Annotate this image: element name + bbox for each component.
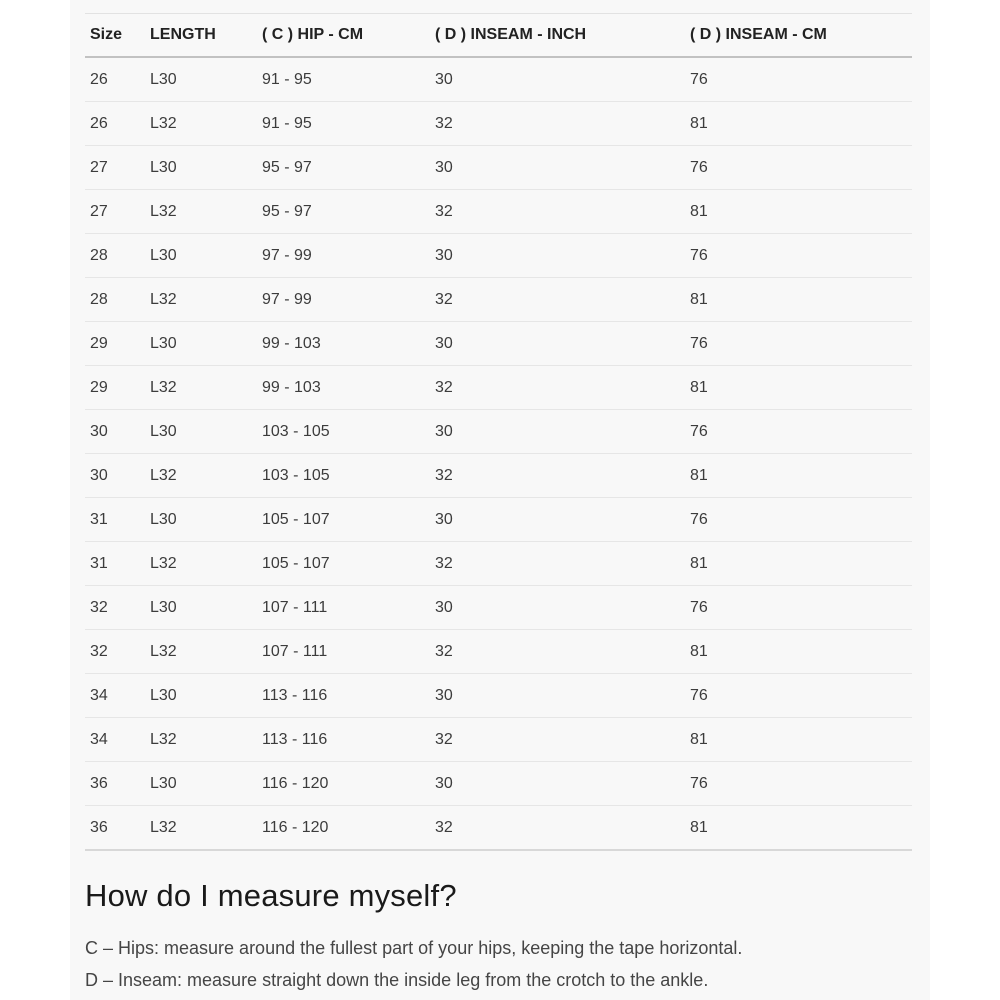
table-cell: 32 [430, 278, 685, 322]
table-cell: 107 - 111 [257, 586, 430, 630]
table-cell: 27 [85, 190, 145, 234]
table-cell: L30 [145, 586, 257, 630]
table-cell: L30 [145, 410, 257, 454]
table-cell: 99 - 103 [257, 322, 430, 366]
table-cell: 81 [685, 454, 912, 498]
table-cell: 30 [85, 454, 145, 498]
table-cell: L30 [145, 498, 257, 542]
table-cell: 76 [685, 674, 912, 718]
table-cell: 76 [685, 762, 912, 806]
table-cell: 28 [85, 278, 145, 322]
table-row [85, 146, 912, 190]
table-cell: L30 [145, 674, 257, 718]
table-row [85, 278, 912, 322]
table-cell: 113 - 116 [257, 718, 430, 762]
table-cell: 81 [685, 190, 912, 234]
table-cell: 81 [685, 806, 912, 851]
table-cell: 116 - 120 [257, 762, 430, 806]
table-row [85, 234, 912, 278]
table-cell: 29 [85, 366, 145, 410]
table-cell: 81 [685, 102, 912, 146]
table-cell: 32 [430, 806, 685, 851]
table-cell: 81 [685, 366, 912, 410]
table-header-row [85, 14, 912, 58]
table-cell: 76 [685, 234, 912, 278]
table-cell: 105 - 107 [257, 542, 430, 586]
table-cell: 32 [430, 542, 685, 586]
table-cell: L30 [145, 234, 257, 278]
table-row [85, 190, 912, 234]
table-row [85, 542, 912, 586]
table-cell: L32 [145, 102, 257, 146]
measure-instruction-inseam: D – Inseam: measure straight down the inside leg from the crotch to the ankle. [85, 970, 709, 990]
table-cell: 107 - 111 [257, 630, 430, 674]
table-row [85, 674, 912, 718]
table-cell: 34 [85, 718, 145, 762]
size-chart-panel [70, 0, 930, 1000]
table-cell: 30 [430, 322, 685, 366]
table-cell: 30 [430, 762, 685, 806]
table-cell: 32 [430, 630, 685, 674]
table-cell: 32 [430, 190, 685, 234]
table-row [85, 718, 912, 762]
measure-instruction-hips: C – Hips: measure around the fullest part of your hips, keeping the tape horizontal. [85, 938, 743, 958]
table-row [85, 806, 912, 851]
table-cell: L32 [145, 454, 257, 498]
table-cell: 27 [85, 146, 145, 190]
table-cell: 76 [685, 586, 912, 630]
table-cell: L32 [145, 806, 257, 851]
table-cell: 36 [85, 806, 145, 851]
section-heading: How do I measure myself? [85, 878, 457, 913]
table-cell: L32 [145, 366, 257, 410]
table-cell: 32 [430, 718, 685, 762]
table-cell: 91 - 95 [257, 57, 430, 102]
table-cell: L30 [145, 762, 257, 806]
table-cell: 32 [430, 102, 685, 146]
table-cell: 32 [85, 630, 145, 674]
table-cell: 30 [85, 410, 145, 454]
table-cell: 28 [85, 234, 145, 278]
table-cell: 105 - 107 [257, 498, 430, 542]
table-cell: 30 [430, 674, 685, 718]
table-cell: 103 - 105 [257, 410, 430, 454]
table-cell: 30 [430, 586, 685, 630]
table-cell: 30 [430, 57, 685, 102]
table-cell: L32 [145, 542, 257, 586]
table-cell: 30 [430, 146, 685, 190]
table-cell: 29 [85, 322, 145, 366]
table-cell: 81 [685, 542, 912, 586]
table-cell: 91 - 95 [257, 102, 430, 146]
table-row [85, 586, 912, 630]
table-cell: 31 [85, 498, 145, 542]
table-row [85, 498, 912, 542]
table-cell: 76 [685, 322, 912, 366]
table-cell: 103 - 105 [257, 454, 430, 498]
table-row [85, 454, 912, 498]
table-cell: 76 [685, 498, 912, 542]
table-header-cell: ( C ) HIP - CM [257, 14, 430, 58]
table-cell: L32 [145, 630, 257, 674]
table-cell: L30 [145, 57, 257, 102]
table-header-cell: ( D ) INSEAM - CM [685, 14, 912, 58]
table-header-cell: ( D ) INSEAM - INCH [430, 14, 685, 58]
table-row [85, 57, 912, 102]
table-row [85, 410, 912, 454]
table-header-cell: LENGTH [145, 14, 257, 58]
size-chart-table [85, 13, 912, 851]
table-cell: 95 - 97 [257, 190, 430, 234]
table-cell: 30 [430, 410, 685, 454]
table-header-cell: Size [85, 14, 145, 58]
table-cell: L32 [145, 190, 257, 234]
table-cell: 81 [685, 718, 912, 762]
table-cell: 81 [685, 630, 912, 674]
table-cell: 95 - 97 [257, 146, 430, 190]
table-cell: 116 - 120 [257, 806, 430, 851]
table-cell: 81 [685, 278, 912, 322]
table-cell: 76 [685, 410, 912, 454]
table-cell: 99 - 103 [257, 366, 430, 410]
table-row [85, 366, 912, 410]
table-row [85, 322, 912, 366]
table-cell: 97 - 99 [257, 234, 430, 278]
table-cell: 32 [430, 366, 685, 410]
table-row [85, 630, 912, 674]
table-cell: 26 [85, 102, 145, 146]
table-cell: 32 [85, 586, 145, 630]
table-cell: 97 - 99 [257, 278, 430, 322]
table-cell: 26 [85, 57, 145, 102]
table-cell: 113 - 116 [257, 674, 430, 718]
table-cell: 76 [685, 57, 912, 102]
table-cell: 30 [430, 498, 685, 542]
table-cell: 76 [685, 146, 912, 190]
table-cell: L30 [145, 322, 257, 366]
table-cell: 31 [85, 542, 145, 586]
table-cell: L30 [145, 146, 257, 190]
table-cell: L32 [145, 278, 257, 322]
table-cell: L32 [145, 718, 257, 762]
table-cell: 30 [430, 234, 685, 278]
table-cell: 36 [85, 762, 145, 806]
table-row [85, 102, 912, 146]
table-cell: 32 [430, 454, 685, 498]
table-cell: 34 [85, 674, 145, 718]
table-row [85, 762, 912, 806]
